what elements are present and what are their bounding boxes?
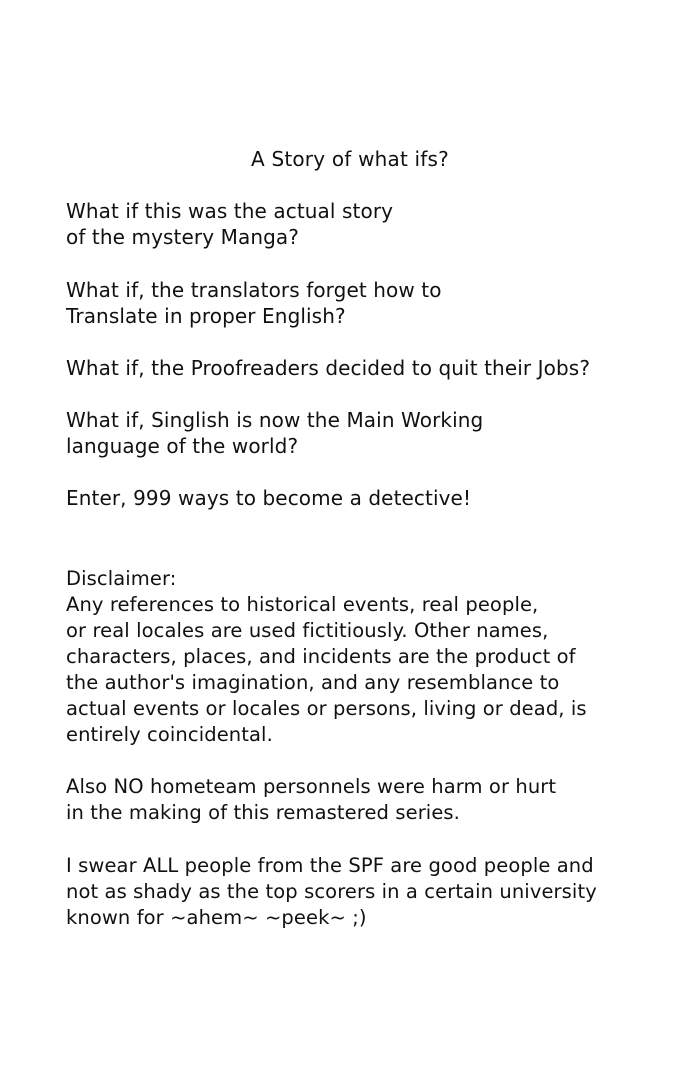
disclaimer-block [66,566,666,748]
text-line: of the mystery Manga? [66,225,299,249]
disclaimer-heading: Disclaimer: [66,567,177,590]
text-line: known for ~ahem~ ~peek~ ;) [66,906,367,929]
text-line: Any references to historical events, real people, [66,593,539,616]
text-line: not as shady as the top scorers in a certain university [66,880,597,903]
text-line: Enter, 999 ways to become a detective! [66,486,472,510]
intro-paragraph-3 [66,355,666,381]
text-line: What if, Singlish is now the Main Working [66,408,484,432]
text-line: actual events or locales or persons, living or dead, is [66,697,587,720]
page-title: A Story of what ifs? [251,147,449,171]
intro-paragraph-5 [66,485,666,511]
text-line: I swear ALL people from the SPF are good people and [66,854,594,877]
intro-paragraph-1 [66,198,666,250]
text-line: characters, places, and incidents are the product of [66,645,576,668]
text-line: Translate in proper English? [66,304,346,328]
swear-paragraph [66,853,666,931]
text-line: What if, the translators forget how to [66,278,442,302]
intro-paragraph-2 [66,277,666,329]
intro-paragraph-4 [66,407,666,459]
text-line: What if, the Proofreaders decided to quit their Jobs? [66,356,591,380]
text-line: entirely coincidental. [66,723,273,746]
text-line: or real locales are used fictitiously. Other names, [66,619,549,642]
text-line: language of the world? [66,434,299,458]
hometeam-paragraph [66,774,666,826]
text-line: in the making of this remastered series. [66,801,460,824]
text-line: What if this was the actual story [66,199,394,223]
text-line: Also NO hometeam personnels were harm or hurt [66,775,557,798]
text-line: the author's imagination, and any resemblance to [66,671,560,694]
